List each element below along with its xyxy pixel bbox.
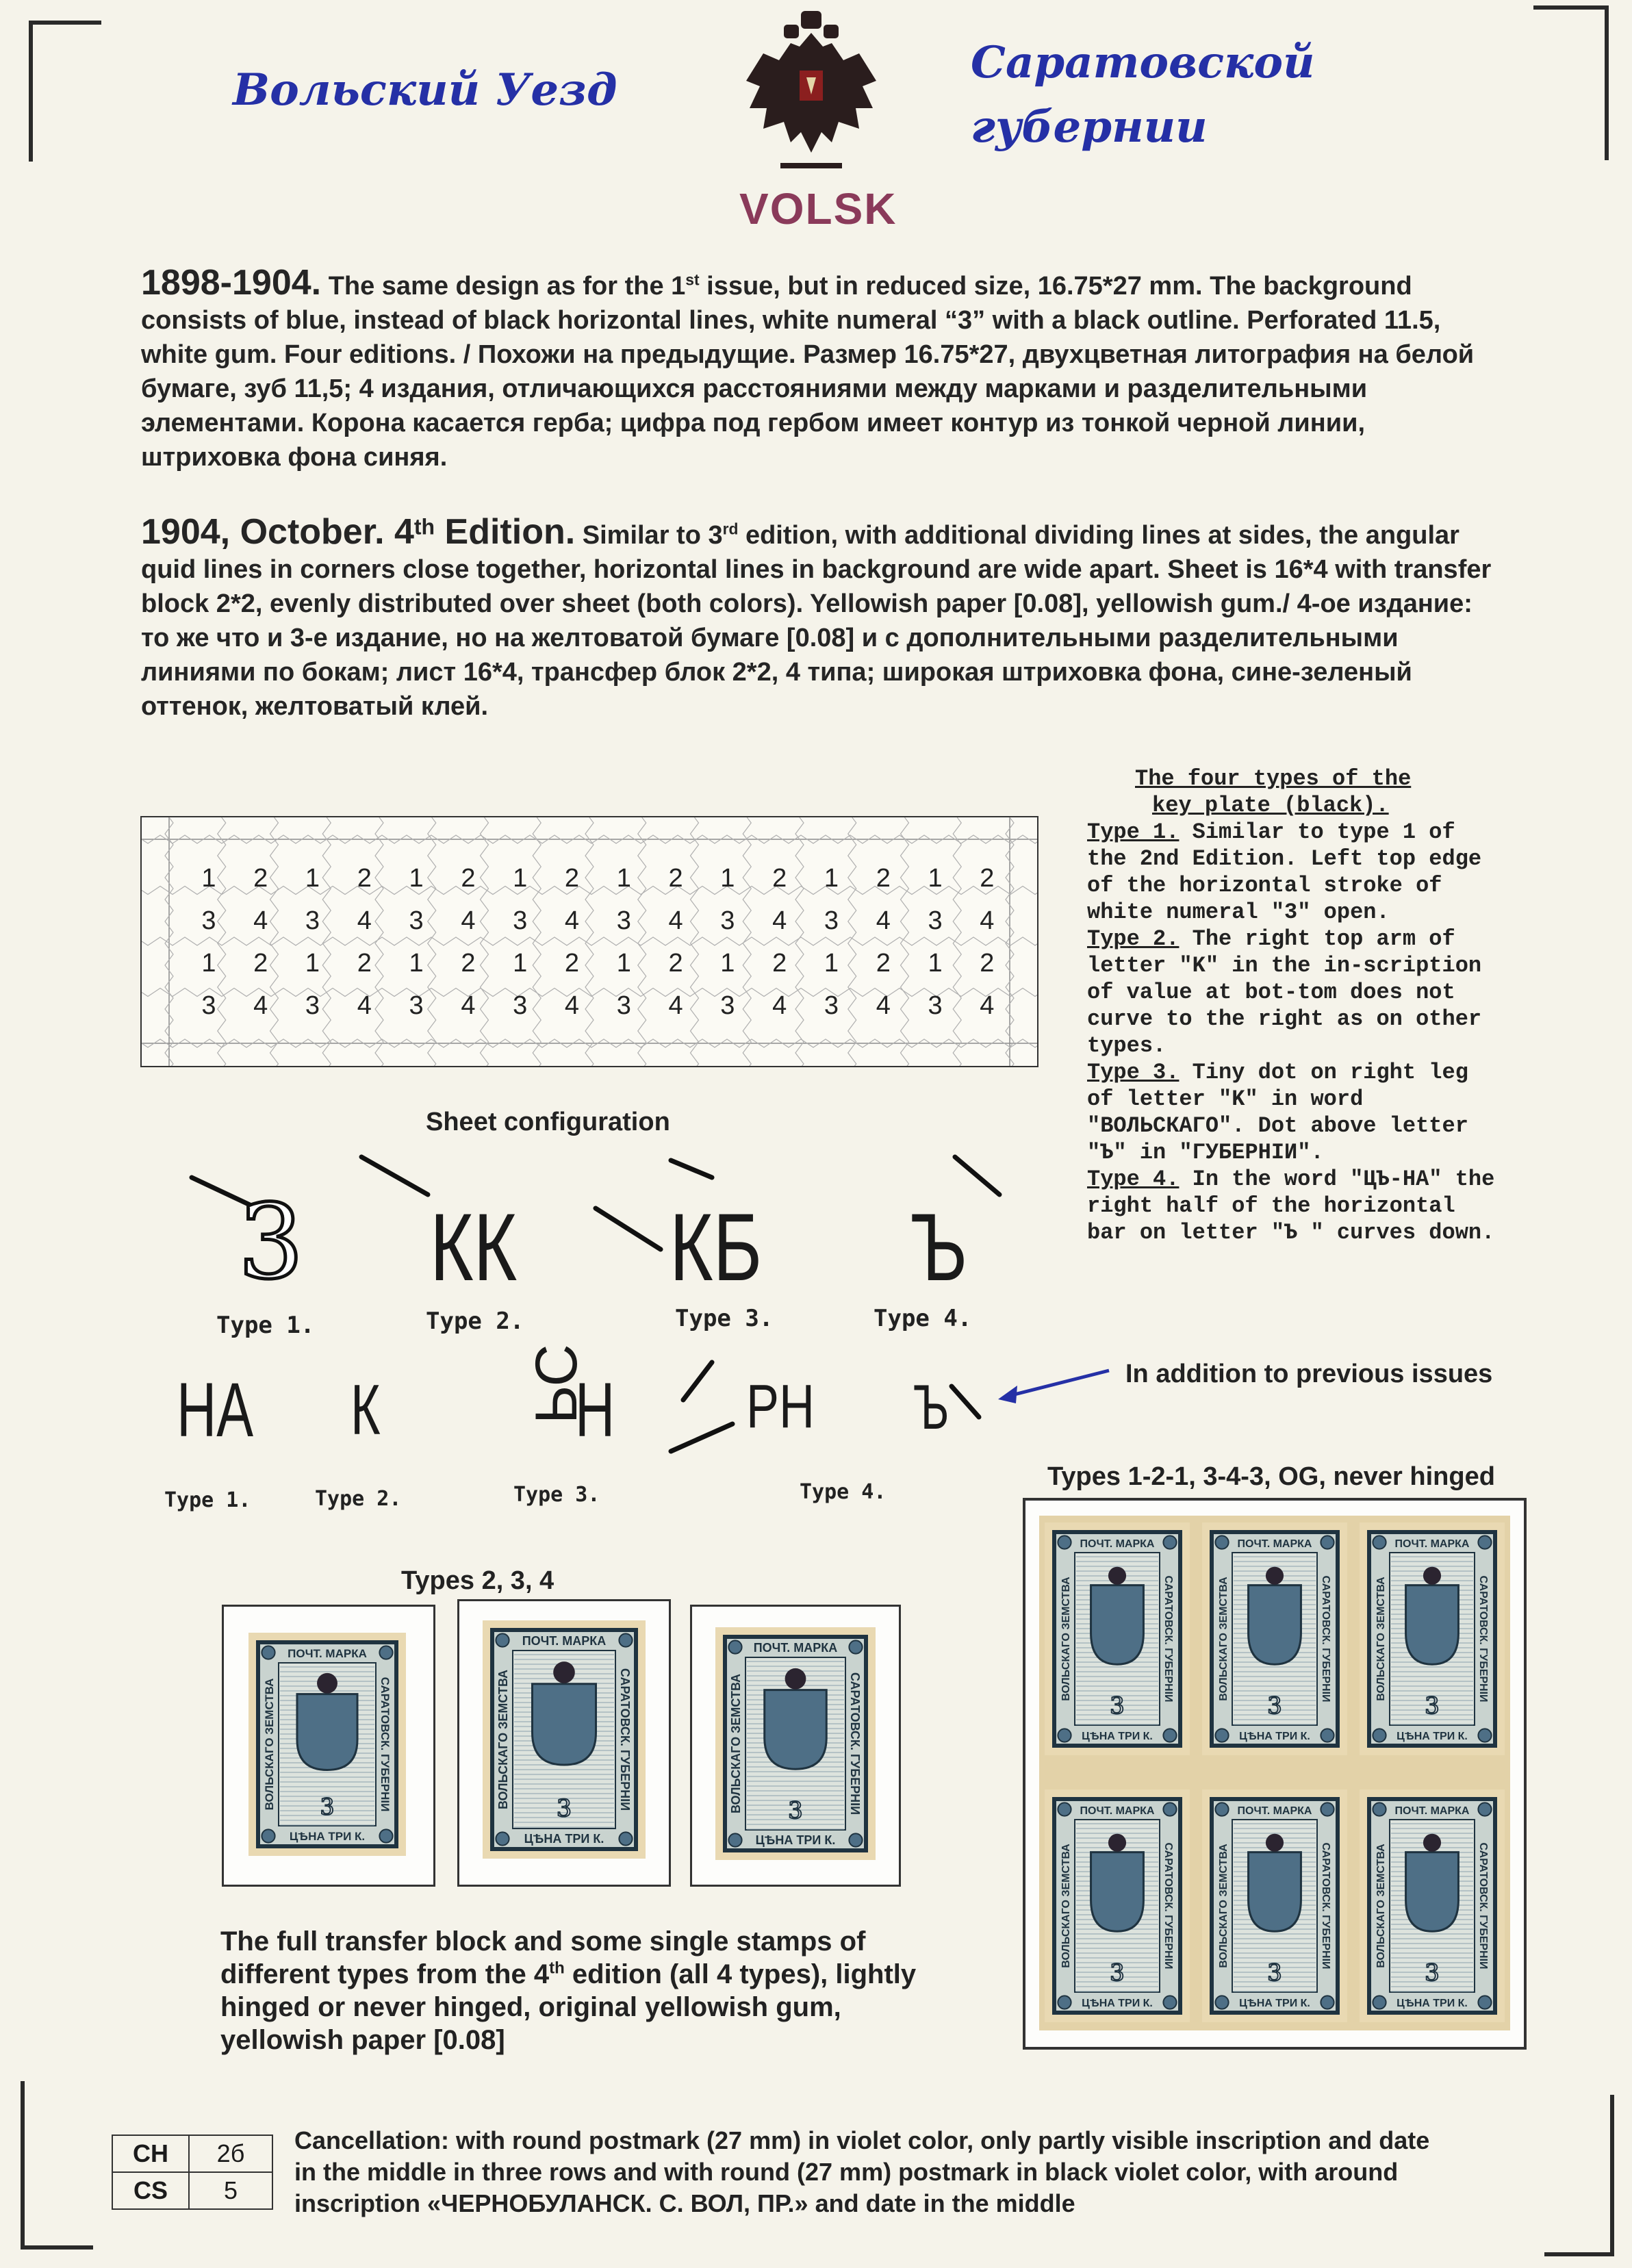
block-stamp-3: [1360, 1522, 1505, 1755]
sheet-cell-type-number: 3: [305, 991, 320, 1020]
addition-note: In addition to previous issues: [1125, 1360, 1493, 1388]
transfer-block-frame: [1023, 1498, 1527, 2050]
type2-glyph-k: К: [350, 1371, 381, 1450]
stamp-crown: [1108, 1834, 1126, 1852]
stamp-bottom-text: ЦѢНА ТРИ К.: [524, 1832, 604, 1846]
sheet-cell-type-number: 3: [409, 906, 424, 935]
sheet-column-divider: [795, 817, 804, 1066]
sheet-cell-type-number: 4: [253, 906, 268, 935]
sheet-cell-type-number: 3: [824, 906, 839, 935]
stamp-right-text: САРАТОВСК. ГУБЕРНIИ: [1320, 1575, 1331, 1703]
sheet-cell-type-number: 2: [980, 864, 995, 893]
type4-note: [1087, 1166, 1505, 1246]
type-pointer-strokes-row1: [185, 1150, 1020, 1287]
stamp-shield: [1406, 1852, 1459, 1932]
sheet-cell-type-number: 1: [616, 949, 631, 978]
type-pointer-strokes-row2: [657, 1355, 986, 1479]
stamp-right-text: САРАТОВСК. ГУБЕРНIИ: [379, 1677, 392, 1812]
sheet-cell-type-number: 2: [772, 864, 787, 893]
stamp-corner-ornament: [1163, 1996, 1176, 2009]
stamp-value-numeral: 3: [1110, 1692, 1125, 1720]
sheet-cell-type-number: 3: [201, 906, 216, 935]
type3-glyph-n: Н: [575, 1367, 615, 1453]
stamp-top-text: ПОЧТ. МАРКА: [1237, 1805, 1312, 1817]
type3-label-row1: Type 3.: [675, 1305, 774, 1332]
stamp-corner-ornament: [1478, 1729, 1491, 1742]
stamp-corner-ornament: [496, 1832, 509, 1845]
edition-text-sup: rd: [722, 520, 739, 538]
stamp-right-text: САРАТОВСК. ГУБЕРНIИ: [1477, 1842, 1489, 1970]
stamp-corner-ornament: [1478, 1996, 1491, 2009]
issue-description: [141, 263, 1496, 474]
stamp-corner-ornament: [1163, 1729, 1176, 1742]
type4-glyph-yat-small: Ъ: [913, 1373, 949, 1442]
cs-label: CS: [112, 2172, 189, 2209]
sheet-cell-type-number: 4: [980, 991, 995, 1020]
sheet-cell-type-number: 2: [253, 864, 268, 893]
sheet-column-divider: [953, 817, 961, 1066]
sheet-caption: Sheet configuration: [426, 1108, 670, 1136]
final-text-a: The full transfer block and some single stamps of different types from the 4: [220, 1926, 866, 1989]
stamp-corner-ornament: [1321, 1996, 1334, 2009]
sheet-cell-type-number: 3: [305, 906, 320, 935]
stamp-corner-ornament: [728, 1640, 741, 1653]
stamp-value-numeral: 3: [1267, 1692, 1282, 1720]
stamp-corner-ornament: [619, 1633, 632, 1646]
stamp-crown: [317, 1673, 337, 1694]
cs-value: 5: [189, 2172, 272, 2209]
ch-value: 2б: [189, 2135, 272, 2172]
province-title-line2: губернии: [971, 101, 1208, 153]
sheet-cell-type-number: 4: [876, 991, 891, 1020]
edition-text-b: edition, with additional dividing lines at sides, the angular quid lines in corners close together, horizontal lines in background are wide apart. Sheet is 16*4 with transfer block 2*2, evenly distributed over sheet (both colors). Yellowish paper [0.08], yellowish gum./: [141, 521, 1492, 618]
stamp-value-numeral: 3: [320, 1793, 335, 1820]
sheet-cell-type-number: 2: [357, 864, 372, 893]
stamp-corner-ornament: [1058, 1536, 1071, 1549]
final-description: [220, 1925, 932, 2056]
single-stamp-frame-2: [457, 1599, 671, 1887]
single-stamp-frame-1: [222, 1605, 435, 1887]
edition-heading-b: Edition.: [435, 512, 576, 552]
stamp-corner-ornament: [1373, 1729, 1386, 1742]
stamp-value-numeral: 3: [1425, 1959, 1440, 1987]
issue-text-en-a: The same design as for the 1: [328, 272, 686, 301]
stamp-left-text: ВОЛЬСКАГО ЗЕМСТВА: [496, 1669, 510, 1810]
cs-row: [112, 2172, 272, 2209]
stamp-crown: [1423, 1834, 1441, 1852]
type1-text: Similar to type 1 of the 2nd Edition. Left top edge of the horizontal stroke of white numeral "3" open.: [1087, 819, 1482, 925]
sheet-column-divider: [901, 817, 909, 1066]
stamp-shield: [1091, 1585, 1144, 1665]
stamp-corner-ornament: [1215, 1802, 1228, 1815]
stamp-value-numeral: 3: [1425, 1692, 1440, 1720]
stamp-corner-ornament: [1215, 1996, 1228, 2009]
type3-note: [1087, 1059, 1505, 1166]
stamp-corner-ornament: [619, 1832, 632, 1845]
edition-text-ru: 4-ое издание: то же что и 3-е издание, но на желтоватой бумаге [0.08] и с дополнительными разделительными линиями по бокам; лист 16*4, трансфер блок 2*2, 4 типа; широкая штриховка фона, сине-зеленый оттенок, желтоватый клей.: [141, 589, 1472, 721]
stamp-top-text: ПОЧТ. МАРКА: [288, 1647, 367, 1660]
edition-text-a: Similar to 3: [582, 521, 723, 550]
sheet-row-1: [183, 864, 1013, 893]
corner-top-left: [29, 21, 101, 162]
single-stamp-frame-3: [690, 1605, 901, 1887]
stamp-left-text: ВОЛЬСКАГО ЗЕМСТВА: [1375, 1844, 1387, 1968]
stamp-right-text: САРАТОВСК. ГУБЕРНIИ: [1320, 1842, 1331, 1970]
stamp-shield: [1091, 1852, 1144, 1932]
sheet-cell-type-number: 4: [357, 906, 372, 935]
sheet-cell-type-number: 4: [876, 906, 891, 935]
type2-glyph-kk: КК: [430, 1193, 518, 1301]
stamp-crown: [1108, 1567, 1126, 1585]
sheet-cell-type-number: 4: [461, 991, 476, 1020]
stamp-bottom-text: ЦѢНА ТРИ К.: [1082, 1998, 1153, 2009]
sheet-cell-type-number: 3: [409, 991, 424, 1020]
city-name: VOLSK: [739, 184, 897, 233]
sheet-cell-type-number: 3: [513, 906, 528, 935]
types-note: [1087, 765, 1505, 1246]
corner-top-right: [1533, 5, 1609, 160]
sheet-perforation-lines: [142, 817, 1037, 1066]
sheet-cell-type-number: 1: [201, 949, 216, 978]
edition-heading-a: 1904, October. 4: [141, 512, 414, 552]
sheet-cell-type-number: 4: [253, 991, 268, 1020]
block-stamp-1: [1045, 1522, 1190, 1755]
stamp-left-text: ВОЛЬСКАГО ЗЕМСТВА: [1060, 1577, 1072, 1701]
issue-text-ru: Похожи на предыдущие. Размер 16.75*27, двухцветная литография на белой бумаге, зуб 11,5; 4 издания, отличающихся расстояниями между марками и разделительными элементами. Корона касается герба; цифра под гербом имеет контур из тонкой черной линии, штриховка фона синяя.: [141, 340, 1475, 472]
corner-bottom-right: [1544, 2095, 1614, 2256]
type3-glyph-bs: ЬС: [524, 1344, 589, 1424]
stamp-right-text: САРАТОВСК. ГУБЕРНIИ: [1162, 1842, 1174, 1970]
stamp-crown: [1266, 1834, 1284, 1852]
transfer-block: [1039, 1516, 1510, 2030]
stamp-corner-ornament: [379, 1646, 392, 1659]
type1-glyph-three: 3: [238, 1183, 304, 1302]
stamp-top-text: ПОЧТ. МАРКА: [1080, 1538, 1155, 1550]
sheet-cell-type-number: 1: [928, 949, 943, 978]
sheet-row-2: [183, 906, 1013, 936]
sheet-cell-type-number: 2: [357, 949, 372, 978]
catalog-codes-table: [112, 2135, 273, 2210]
stamp-corner-ornament: [728, 1833, 741, 1846]
type3-label-row2: Type 3.: [513, 1483, 600, 1507]
type2-label-row2: Type 2.: [315, 1487, 402, 1511]
type3-glyph-kb: КБ: [670, 1193, 763, 1301]
type4-glyph-rn: РН: [746, 1373, 815, 1441]
sheet-column-divider: [218, 817, 226, 1066]
type4-label-row2: Type 4.: [800, 1480, 887, 1504]
sheet-cell-type-number: 2: [876, 949, 891, 978]
sheet-cell-type-number: 4: [668, 906, 683, 935]
sheet-cell-type-number: 2: [876, 864, 891, 893]
stamp-corner-ornament: [1163, 1802, 1176, 1815]
stamp-corner-ornament: [1373, 1802, 1386, 1815]
sheet-cell-type-number: 1: [513, 864, 528, 893]
stamp-bottom-text: ЦѢНА ТРИ К.: [289, 1830, 366, 1843]
stamp-corner-ornament: [1373, 1536, 1386, 1549]
type3-text: Tiny dot on right leg of letter "K" in word "ВОЛЬСКАГО". Dot above letter "Ъ" in "ГУБЕРНIИ".: [1087, 1060, 1468, 1165]
stamp-crown: [785, 1668, 806, 1690]
stamp-corner-ornament: [1321, 1802, 1334, 1815]
sheet-cell-type-number: 1: [720, 949, 735, 978]
type1-label-row1: Type 1.: [216, 1312, 315, 1339]
types-note-title-2: key plate (black).: [1152, 793, 1389, 818]
stamp-corner-ornament: [1321, 1729, 1334, 1742]
type2-label: Type 2.: [1087, 926, 1180, 952]
types-note-title-1: The four types of the: [1135, 766, 1412, 791]
sheet-cell-type-number: 2: [461, 949, 476, 978]
imperial-eagle-emblem: [726, 5, 897, 177]
issue-text-sup: st: [685, 270, 700, 289]
single-stamp-type3: [483, 1620, 646, 1859]
cancellation-note: Cancellation: with round postmark (27 mm) in violet color, only partly visible inscription and date in the middle in three rows and with round (27 mm) postmark in black violet color, with around inscription «ЧЕРНОБУЛАНСК. С. ВОЛ, ПР.» and date in the middle: [294, 2126, 1430, 2217]
stamp-shield: [1249, 1585, 1301, 1665]
sheet-cell-type-number: 4: [564, 991, 580, 1020]
stamp-corner-ornament: [379, 1829, 392, 1842]
sheet-cell-type-number: 4: [772, 991, 787, 1020]
corner-bottom-left: [21, 2081, 93, 2250]
stamp-shield: [765, 1690, 827, 1770]
stamp-shield: [1249, 1852, 1301, 1932]
sheet-column-divider: [743, 817, 751, 1066]
type4-text: In the word "ЦЪ-НА" the right half of the horizontal bar on letter "Ъ " curves down.: [1087, 1167, 1495, 1245]
sheet-cell-type-number: 1: [824, 949, 839, 978]
sheet-cell-type-number: 2: [253, 949, 268, 978]
arrow-icon: [993, 1362, 1116, 1410]
sheet-cell-type-number: 4: [461, 906, 476, 935]
sheet-column-divider: [691, 817, 699, 1066]
province-title-line1: Саратовской: [971, 37, 1315, 88]
sheet-cell-type-number: 4: [357, 991, 372, 1020]
singles-caption: Types 2, 3, 4: [401, 1566, 554, 1595]
stamp-corner-ornament: [262, 1829, 275, 1842]
stamp-bottom-text: ЦѢНА ТРИ К.: [1397, 1998, 1468, 2009]
sheet-column-divider: [375, 817, 383, 1066]
final-sup: th: [549, 1959, 565, 1978]
stamp-left-text: ВОЛЬСКАГО ЗЕМСТВА: [263, 1678, 276, 1811]
sheet-cell-type-number: 1: [201, 864, 216, 893]
stamp-shield: [297, 1694, 357, 1770]
district-title: Вольский Уезд: [233, 64, 617, 116]
sheet-cell-type-number: 1: [305, 864, 320, 893]
stamp-top-text: ПОЧТ. МАРКА: [522, 1634, 607, 1648]
type4-glyph-yat: Ъ: [910, 1193, 968, 1301]
stamp-corner-ornament: [1215, 1536, 1228, 1549]
sheet-cell-type-number: 3: [824, 991, 839, 1020]
stamp-top-text: ПОЧТ. МАРКА: [1237, 1538, 1312, 1550]
type3-label: Type 3.: [1087, 1060, 1180, 1085]
stamp-top-text: ПОЧТ. МАРКА: [1394, 1805, 1470, 1817]
block-stamp-6: [1360, 1789, 1505, 2022]
stamp-crown: [1266, 1567, 1284, 1585]
sheet-cell-type-number: 3: [201, 991, 216, 1020]
type1-note: [1087, 819, 1505, 926]
stamp-top-text: ПОЧТ. МАРКА: [753, 1641, 838, 1655]
stamp-corner-ornament: [849, 1833, 862, 1846]
stamp-corner-ornament: [1215, 1729, 1228, 1742]
stamp-bottom-text: ЦѢНА ТРИ К.: [755, 1833, 836, 1847]
stamp-value-numeral: 3: [1110, 1959, 1125, 1987]
sheet-column-divider: [428, 817, 436, 1066]
sheet-diagram: [140, 816, 1038, 1067]
block-caption: Types 1-2-1, 3-4-3, OG, never hinged: [1047, 1462, 1495, 1491]
stamp-right-text: САРАТОВСК. ГУБЕРНIИ: [1162, 1575, 1174, 1703]
type1-label: Type 1.: [1087, 819, 1180, 845]
sheet-cell-type-number: 2: [564, 864, 580, 893]
stamp-top-text: ПОЧТ. МАРКА: [1394, 1538, 1470, 1550]
issue-text-en-b: issue, but in reduced size, 16.75*27 mm. The background consists of blue, instead of black horizontal lines, white numeral “3” with a black outline. Perforated 11.5, white gum. Four editions. /: [141, 272, 1441, 369]
stamp-value-numeral: 3: [1267, 1959, 1282, 1987]
stamp-corner-ornament: [1373, 1996, 1386, 2009]
sheet-cell-type-number: 3: [928, 991, 943, 1020]
stamp-bottom-text: ЦѢНА ТРИ К.: [1082, 1731, 1153, 1742]
block-stamp-5: [1202, 1789, 1347, 2022]
block-stamp-2: [1202, 1522, 1347, 1755]
type2-note: [1087, 926, 1505, 1059]
sheet-cell-type-number: 3: [928, 906, 943, 935]
single-stamp-type2: [248, 1633, 406, 1856]
single-stamp-type4: [715, 1627, 876, 1860]
block-stamp-4: [1045, 1789, 1190, 2022]
stamp-crown: [1423, 1567, 1441, 1585]
stamp-shield: [533, 1684, 596, 1765]
sheet-cell-type-number: 4: [980, 906, 995, 935]
stamp-left-text: ВОЛЬСКАГО ЗЕМСТВА: [1218, 1844, 1229, 1968]
final-text-b: edition (all 4 types), lightly hinged or never hinged, original yellowish gum, yellowish paper [0.08]: [220, 1959, 917, 2055]
sheet-cell-type-number: 3: [513, 991, 528, 1020]
stamp-value-numeral: 3: [788, 1797, 803, 1824]
type4-label: Type 4.: [1087, 1167, 1180, 1192]
sheet-cell-type-number: 2: [772, 949, 787, 978]
stamp-left-text: ВОЛЬСКАГО ЗЕМСТВА: [1375, 1577, 1387, 1701]
stamp-bottom-text: ЦѢНА ТРИ К.: [1239, 1731, 1310, 1742]
stamp-corner-ornament: [1058, 1996, 1071, 2009]
sheet-row-4: [183, 991, 1013, 1021]
sheet-cell-type-number: 2: [461, 864, 476, 893]
stamp-bottom-text: ЦѢНА ТРИ К.: [1239, 1998, 1310, 2009]
type4-label-row1: Type 4.: [874, 1305, 972, 1332]
sheet-cell-type-number: 1: [305, 949, 320, 978]
stamp-corner-ornament: [262, 1646, 275, 1659]
stamp-corner-ornament: [849, 1640, 862, 1653]
stamp-shield: [1406, 1585, 1459, 1665]
type1-label-row2: Type 1.: [164, 1488, 251, 1512]
stamp-left-text: ВОЛЬСКАГО ЗЕМСТВА: [1218, 1577, 1229, 1701]
type2-label-row1: Type 2.: [426, 1308, 524, 1335]
stamp-top-text: ПОЧТ. МАРКА: [1080, 1805, 1155, 1817]
sheet-cell-type-number: 3: [720, 991, 735, 1020]
stamp-corner-ornament: [496, 1633, 509, 1646]
type1-glyph-na: НА: [177, 1367, 254, 1453]
stamp-right-text: САРАТОВСК. ГУБЕРНIИ: [1477, 1575, 1489, 1703]
sheet-cell-type-number: 1: [824, 864, 839, 893]
sheet-cell-type-number: 2: [668, 949, 683, 978]
sheet-cell-type-number: 2: [564, 949, 580, 978]
sheet-cell-type-number: 2: [668, 864, 683, 893]
stamp-left-text: ВОЛЬСКАГО ЗЕМСТВА: [1060, 1844, 1072, 1968]
sheet-cell-type-number: 3: [720, 906, 735, 935]
stamp-corner-ornament: [1478, 1802, 1491, 1815]
stamp-right-text: САРАТОВСК. ГУБЕРНIИ: [618, 1668, 632, 1811]
edition-description: [141, 512, 1496, 724]
stamp-crown: [553, 1661, 575, 1683]
stamp-left-text: ВОЛЬСКАГО ЗЕМСТВА: [729, 1673, 743, 1814]
sheet-cell-type-number: 1: [513, 949, 528, 978]
sheet-row-3: [183, 949, 1013, 978]
edition-heading-sup: th: [413, 514, 435, 539]
sheet-cell-type-number: 4: [668, 991, 683, 1020]
stamp-bottom-text: ЦѢНА ТРИ К.: [1397, 1731, 1468, 1742]
stamp-corner-ornament: [1321, 1536, 1334, 1549]
sheet-cell-type-number: 4: [564, 906, 580, 935]
ch-label: CH: [112, 2135, 189, 2172]
sheet-cell-type-number: 1: [720, 864, 735, 893]
sheet-cell-type-number: 1: [928, 864, 943, 893]
sheet-column-divider: [638, 817, 646, 1066]
stamp-corner-ornament: [1163, 1536, 1176, 1549]
sheet-column-divider: [848, 817, 856, 1066]
sheet-cell-type-number: 3: [616, 991, 631, 1020]
stamp-corner-ornament: [1058, 1729, 1071, 1742]
issue-year: 1898-1904.: [141, 263, 322, 303]
ch-row: [112, 2135, 272, 2172]
stamp-corner-ornament: [1058, 1802, 1071, 1815]
sheet-cell-type-number: 1: [409, 864, 424, 893]
stamp-corner-ornament: [1478, 1536, 1491, 1549]
stamp-value-numeral: 3: [556, 1795, 572, 1823]
stamp-right-text: САРАТОВСК. ГУБЕРНIИ: [848, 1672, 862, 1815]
sheet-cell-type-number: 2: [980, 949, 995, 978]
sheet-cell-type-number: 4: [772, 906, 787, 935]
sheet-cell-type-number: 1: [616, 864, 631, 893]
sheet-cell-type-number: 3: [616, 906, 631, 935]
sheet-cell-type-number: 1: [409, 949, 424, 978]
type2-text: The right top arm of letter "K" in the in-scription of value at bot-tom does not curve to the right as on other types.: [1087, 926, 1482, 1058]
